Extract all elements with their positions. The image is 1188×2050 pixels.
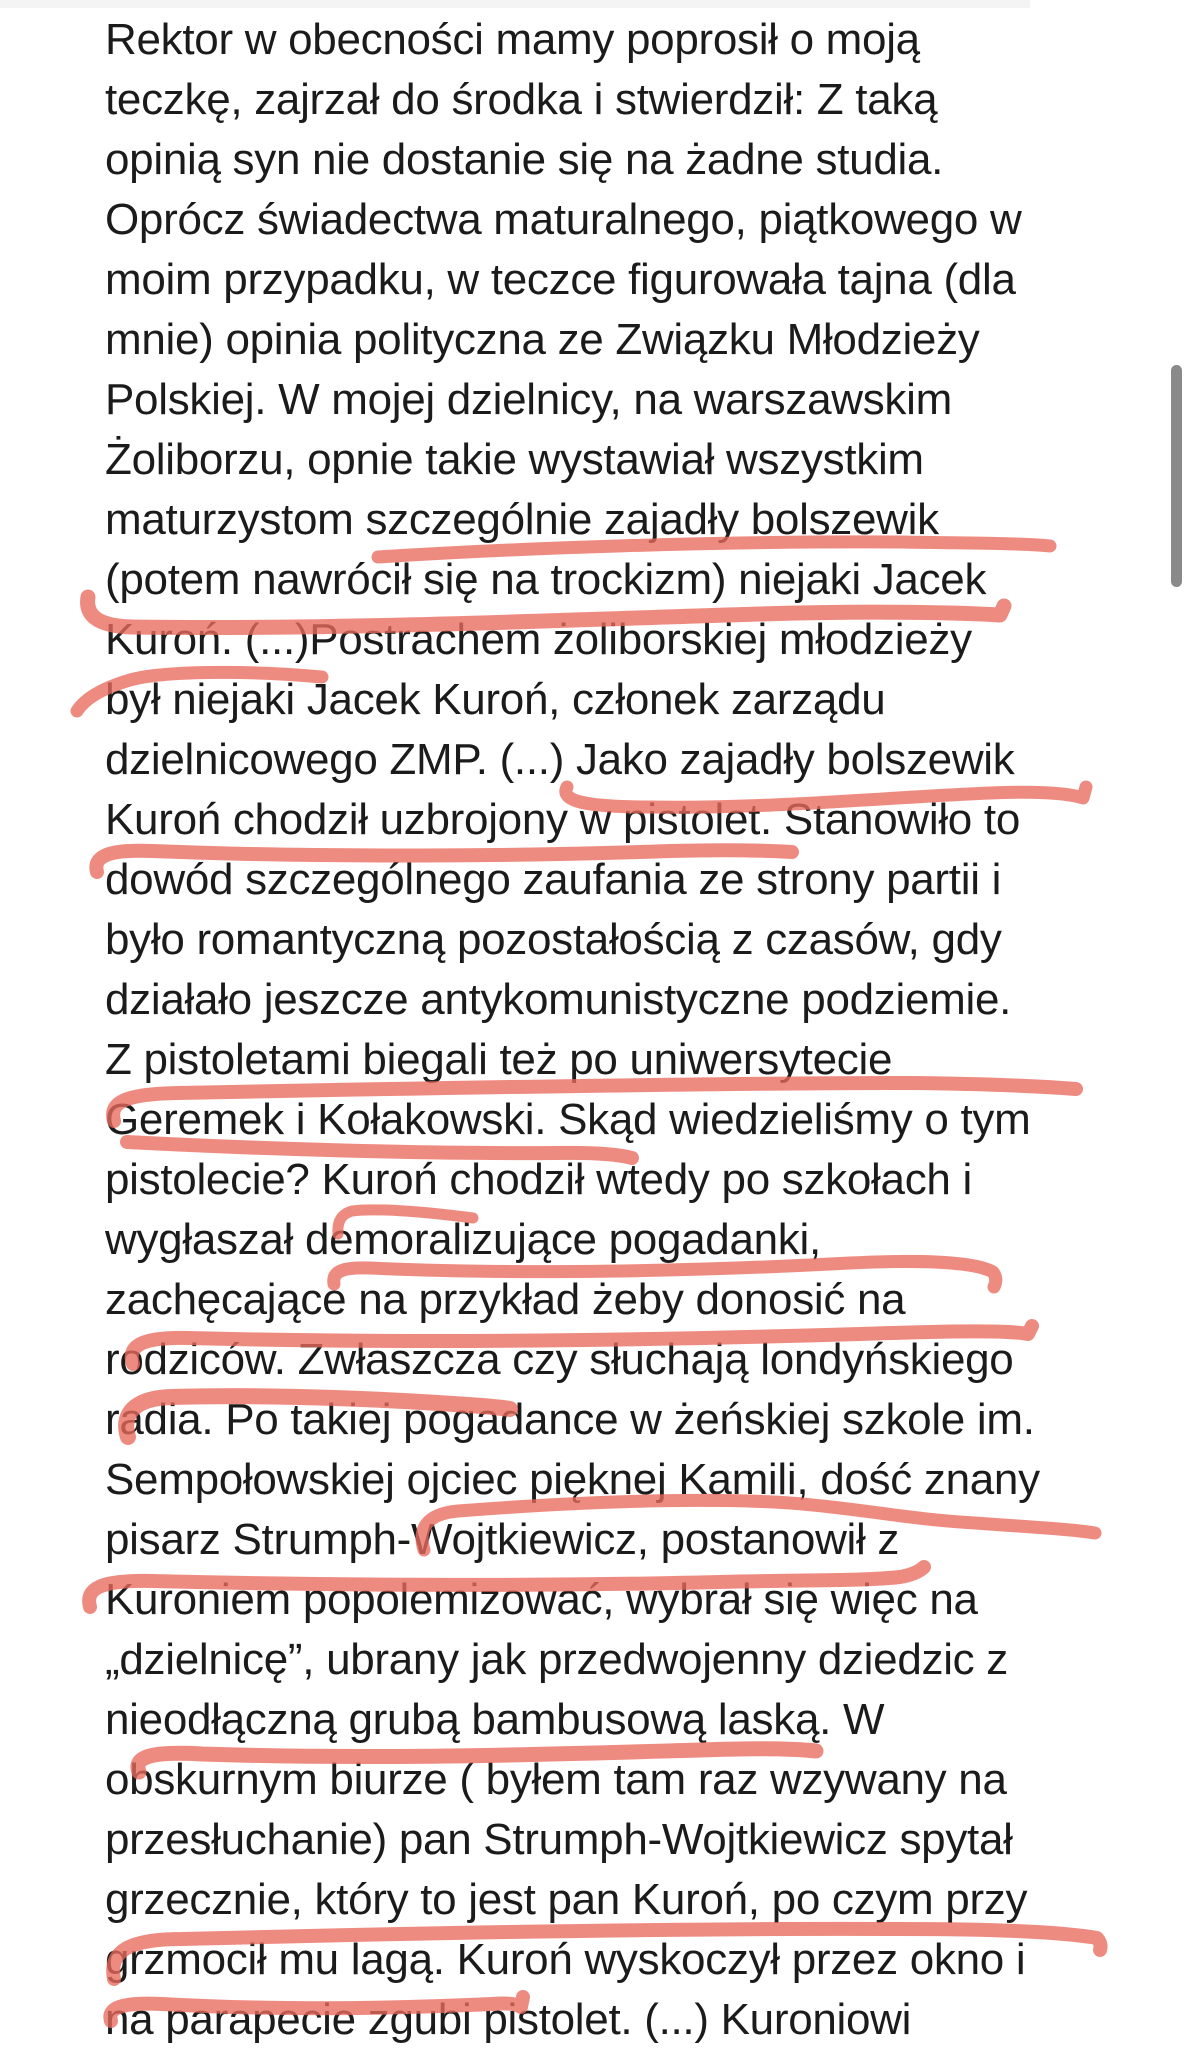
- text-line: nieodłączną grubą bambusową laską. W: [105, 1695, 885, 1744]
- text-line: Sempołowskiej ojciec pięknej Kamili, dość znany: [105, 1455, 1040, 1504]
- text-line: Kuroń chodził uzbrojony w pistolet. Stanowiło to: [105, 795, 1020, 844]
- text-line: Polskiej. W mojej dzielnicy, na warszawskim: [105, 375, 952, 424]
- text-line: Żoliborzu, opnie takie wystawiał wszystkim: [105, 435, 924, 484]
- text-line: Oprócz świadectwa maturalnego, piątkowego w: [105, 195, 1022, 244]
- scrollbar-thumb[interactable]: [1171, 365, 1182, 587]
- text-line: na parapecie zgubi pistolet. (...) Kuroniowi: [105, 1995, 912, 2044]
- text-line: wygłaszał demoralizujące pogadanki,: [105, 1215, 821, 1264]
- text-line: moim przypadku, w teczce figurowała tajna (dla: [105, 255, 1016, 304]
- text-line: Kuroniem popolemizować, wybrał się więc na: [105, 1575, 978, 1624]
- text-line: dzielnicowego ZMP. (...) Jako zajadły bolszewik: [105, 735, 1015, 784]
- text-line: Geremek i Kołakowski. Skąd wiedzieliśmy o tym: [105, 1095, 1031, 1144]
- text-line: pistolecie? Kuroń chodził wtedy po szkołach i: [105, 1155, 972, 1204]
- text-line: było romantyczną pozostałością z czasów, gdy: [105, 915, 1002, 964]
- text-line: mnie) opinia polityczna ze Związku Młodzieży: [105, 315, 980, 364]
- text-line: obskurnym biurze ( byłem tam raz wzywany na: [105, 1755, 1007, 1804]
- text-line: teczkę, zajrzał do środka i stwierdził: Z taką: [105, 75, 938, 124]
- text-line: zachęcające na przykład żeby donosić na: [105, 1275, 906, 1324]
- card-top-edge: [0, 0, 1030, 8]
- text-line: Kuroń. (...)Postrachem żoliborskiej młodzieży: [105, 615, 972, 664]
- text-line: rodziców. Zwłaszcza czy słuchają londyńskiego: [105, 1335, 1014, 1384]
- text-line: działało jeszcze antykomunistyczne podziemie.: [105, 975, 1012, 1024]
- text-line: dowód szczególnego zaufania ze strony partii i: [105, 855, 1002, 904]
- text-line: Rektor w obecności mamy poprosił o moją: [105, 15, 920, 64]
- text-line: radia. Po takiej pogadance w żeńskiej szkole im.: [105, 1395, 1035, 1444]
- text-line: grzecznie, który to jest pan Kuroń, po czym przy: [105, 1875, 1028, 1924]
- text-line: Z pistoletami biegali też po uniwersytecie: [105, 1035, 893, 1084]
- text-line: opinią syn nie dostanie się na żadne studia.: [105, 135, 944, 184]
- text-line: był niejaki Jacek Kuroń, członek zarządu: [105, 675, 886, 724]
- text-line: (potem nawrócił się na trockizm) niejaki Jacek: [105, 555, 987, 604]
- text-line: przesłuchanie) pan Strumph-Wojtkiewicz spytał: [105, 1815, 1013, 1864]
- text-line: maturzystom szczególnie zajadły bolszewik: [105, 495, 939, 544]
- text-line: grzmocił mu lagą. Kuroń wyskoczył przez okno i: [105, 1935, 1026, 1984]
- document-text: [105, 10, 1040, 2050]
- text-line: „dzielnicę”, ubrany jak przedwojenny dziedzic z: [105, 1635, 1009, 1684]
- text-line: pisarz Strumph-Wojtkiewicz, postanowił z: [105, 1515, 900, 1564]
